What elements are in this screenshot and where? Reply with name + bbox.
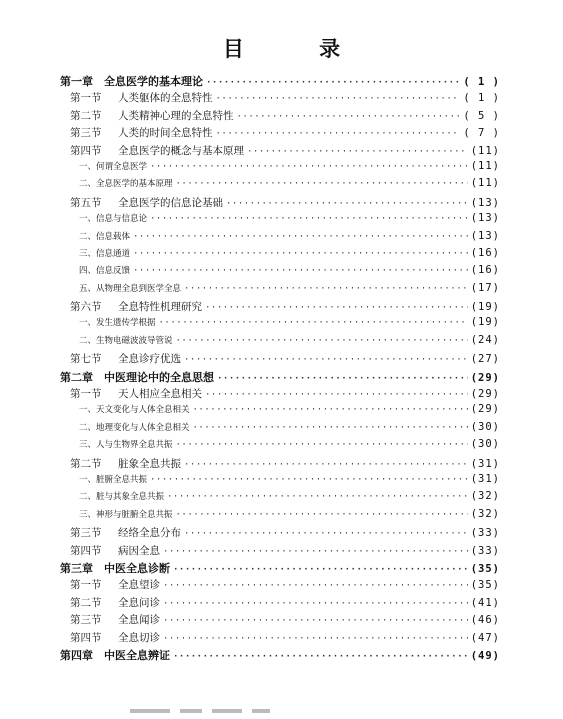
toc-entry-heading	[60, 490, 164, 502]
toc-entry-item[interactable]	[60, 247, 500, 264]
toc-entry-page: (11)	[470, 144, 500, 157]
toc-entry-section[interactable]	[60, 630, 500, 647]
toc-entry-title: 中医理论中的全息思想	[104, 370, 214, 384]
toc-entry-section[interactable]	[60, 612, 500, 629]
toc-entry-title: 病因全息	[118, 544, 160, 557]
toc-entry-number: 第四节	[70, 631, 102, 644]
toc-entry-section[interactable]	[60, 386, 500, 403]
toc-dot-leader	[205, 303, 468, 313]
toc-entry-number: 第二节	[70, 457, 102, 470]
toc-entry-section[interactable]	[60, 195, 500, 212]
toc-entry-section[interactable]	[60, 595, 500, 612]
toc-entry-heading	[60, 90, 213, 105]
toc-entry-title: 人类精神心理的全息特性	[118, 109, 234, 122]
toc-entry-heading	[60, 73, 203, 89]
toc-entry-item[interactable]	[60, 264, 500, 281]
toc-entry-heading	[60, 299, 202, 314]
toc-entry-title: 二、生物电磁波波导管说	[79, 335, 173, 346]
toc-entry-page: (27)	[470, 353, 500, 366]
toc-entry-title: 全息诊疗优选	[118, 353, 181, 366]
toc-entry-page: (13)	[470, 229, 500, 242]
toc-entry-heading	[60, 647, 170, 663]
toc-entry-number: 第一节	[70, 388, 102, 401]
toc-dot-leader	[205, 390, 468, 400]
toc-dot-leader	[176, 440, 468, 450]
toc-dot-leader	[150, 475, 468, 485]
toc-dot-leader	[159, 318, 468, 328]
toc-entry-page: (16)	[470, 246, 500, 259]
toc-entry-page: (29)	[470, 403, 500, 416]
toc-entry-heading	[60, 403, 190, 415]
toc-entry-title: 一、发生遗传学根据	[79, 318, 156, 329]
toc-entry-title: 人类的时间全息特性	[118, 127, 213, 140]
toc-entry-number: 第六节	[70, 301, 102, 314]
toc-entry-item[interactable]	[60, 473, 500, 490]
toc-entry-heading	[60, 230, 130, 242]
toc-dot-leader	[184, 460, 468, 470]
toc-entry-page: ( 5 )	[463, 109, 500, 122]
toc-entry-section[interactable]	[60, 90, 500, 107]
toc-entry-heading	[60, 438, 173, 450]
toc-entry-page: (35)	[470, 562, 500, 575]
toc-dot-leader	[184, 529, 468, 539]
toc-entry-title: 全息医学的基本理论	[104, 75, 203, 88]
toc-entry-item[interactable]	[60, 438, 500, 455]
toc-entry-item[interactable]	[60, 316, 500, 333]
toc-entry-page: ( 1 )	[463, 76, 500, 88]
toc-entry-page: (13)	[470, 196, 500, 209]
toc-entry-section[interactable]	[60, 108, 500, 125]
toc-dot-leader	[163, 616, 468, 626]
toc-entry-title: 二、全息医学的基本原理	[79, 179, 173, 190]
toc-entry-item[interactable]	[60, 403, 500, 420]
toc-entry-heading	[60, 386, 202, 401]
toc-dot-leader	[193, 423, 468, 433]
toc-entry-section[interactable]	[60, 143, 500, 160]
toc-dot-leader	[133, 249, 468, 259]
toc-dot-leader	[150, 162, 468, 172]
toc-entry-heading	[60, 143, 244, 158]
toc-entry-heading	[60, 264, 130, 276]
toc-entry-title: 中医全息诊断	[104, 561, 170, 575]
toc-entry-section[interactable]	[60, 577, 500, 594]
toc-entry-section[interactable]	[60, 125, 500, 142]
toc-entry-title: 二、脏与其象全息共振	[79, 492, 165, 503]
toc-entry-number: 第一章	[60, 75, 93, 88]
toc-entry-title: 中医全息辨证	[104, 648, 170, 662]
toc-entry-page: (31)	[470, 472, 500, 485]
toc-entry-title: 一、何谓全息医学	[79, 161, 148, 172]
toc-entry-heading	[60, 543, 160, 558]
toc-entry-heading	[60, 473, 147, 485]
toc-entry-page: (29)	[470, 388, 500, 401]
toc-dot-leader	[226, 199, 468, 209]
toc-entry-title: 脏象全息共振	[118, 457, 181, 470]
toc-entry-page: (19)	[470, 316, 500, 329]
toc-entry-number: 第一节	[70, 579, 102, 592]
toc-dot-leader	[163, 634, 468, 644]
toc-entry-heading	[60, 560, 170, 576]
toc-entry-item[interactable]	[60, 508, 500, 525]
toc-entry-number: 第三节	[70, 614, 102, 627]
toc-dot-leader	[163, 581, 468, 591]
toc-dot-leader	[163, 599, 468, 609]
toc-entry-heading	[60, 212, 147, 224]
toc-entry-page: (19)	[470, 301, 500, 314]
toc-entry-page: (33)	[470, 544, 500, 557]
toc-entry-heading	[60, 577, 160, 592]
toc-entry-page: (11)	[470, 177, 500, 190]
toc-entry-chapter[interactable]	[60, 560, 500, 577]
toc-entry-item[interactable]	[60, 490, 500, 507]
toc-entry-number: 第二节	[70, 109, 102, 122]
page-title: 目 录	[222, 37, 375, 61]
toc-dot-leader	[193, 405, 468, 415]
toc-dot-leader	[133, 232, 468, 242]
toc-entry-chapter[interactable]	[60, 73, 500, 90]
toc-entry-item[interactable]	[60, 212, 500, 229]
toc-entry-number: 第七节	[70, 353, 102, 366]
toc-entry-title: 一、天文变化与人体全息相关	[79, 405, 190, 416]
toc-entry-title: 全息问诊	[118, 596, 160, 609]
toc-dot-leader	[173, 565, 468, 575]
toc-dot-leader	[133, 266, 468, 276]
toc-entry-page: (49)	[470, 649, 500, 662]
toc-entry-page: (30)	[470, 420, 500, 433]
toc-entry-section[interactable]	[60, 525, 500, 542]
toc-entry-page: (41)	[470, 596, 500, 609]
toc-dot-leader	[217, 374, 468, 384]
toc-entry-item[interactable]	[60, 160, 500, 177]
toc-entry-heading	[60, 612, 160, 627]
toc-dot-leader	[150, 214, 468, 224]
toc-entry-title: 全息切诊	[118, 631, 160, 644]
toc-entry-title: 经络全息分布	[118, 527, 181, 540]
toc-entry-page: (46)	[470, 614, 500, 627]
toc-entry-item[interactable]	[60, 421, 500, 438]
toc-entry-page: (30)	[470, 438, 500, 451]
toc-entry-title: 一、信息与信息论	[79, 214, 148, 225]
toc-dot-leader	[176, 179, 468, 189]
toc-entry-number: 第三节	[70, 127, 102, 140]
toc-entry-chapter[interactable]	[60, 647, 500, 664]
toc-entry-page: (24)	[470, 333, 500, 346]
toc-entry-page: (17)	[470, 281, 500, 294]
table-of-contents	[60, 73, 500, 664]
toc-entry-title: 三、信息通道	[79, 248, 131, 259]
toc-entry-heading	[60, 195, 223, 210]
toc-dot-leader	[206, 78, 460, 88]
toc-dot-leader	[176, 336, 468, 346]
toc-entry-section[interactable]	[60, 456, 500, 473]
toc-entry-chapter[interactable]	[60, 369, 500, 386]
toc-entry-item[interactable]	[60, 334, 500, 351]
toc-entry-heading	[60, 595, 160, 610]
footer-smudge	[130, 700, 340, 706]
toc-entry-heading	[60, 369, 214, 385]
toc-entry-heading	[60, 282, 181, 294]
toc-entry-number: 第四节	[70, 544, 102, 557]
toc-entry-heading	[60, 630, 160, 645]
toc-entry-title: 五、从物理全息到医学全息	[79, 283, 182, 294]
toc-entry-section[interactable]	[60, 543, 500, 560]
toc-entry-heading	[60, 334, 173, 346]
toc-dot-leader	[163, 547, 468, 557]
toc-entry-heading	[60, 456, 181, 471]
toc-entry-title: 全息闻诊	[118, 614, 160, 627]
toc-entry-page: (29)	[470, 371, 500, 384]
toc-entry-heading	[60, 247, 130, 259]
toc-entry-title: 三、人与生物界全息共振	[79, 440, 173, 451]
toc-entry-number: 第四章	[60, 648, 93, 662]
toc-entry-number: 第三章	[60, 561, 93, 575]
toc-entry-section[interactable]	[60, 351, 500, 368]
toc-entry-title: 天人相应全息相关	[118, 388, 202, 401]
toc-entry-heading	[60, 508, 173, 520]
toc-entry-number: 第一节	[70, 92, 102, 105]
toc-entry-number: 第三节	[70, 527, 102, 540]
toc-dot-leader	[247, 147, 468, 157]
toc-entry-heading	[60, 525, 181, 540]
toc-entry-heading	[60, 421, 190, 433]
toc-entry-title: 三、神形与脏腑全息共振	[79, 509, 173, 520]
toc-entry-title: 四、信息反馈	[79, 266, 131, 277]
toc-entry-page: (13)	[470, 212, 500, 225]
toc-entry-page: (35)	[470, 579, 500, 592]
toc-entry-item[interactable]	[60, 282, 500, 299]
toc-entry-heading	[60, 351, 181, 366]
toc-entry-heading	[60, 108, 234, 123]
toc-dot-leader	[184, 355, 468, 365]
toc-entry-number: 第二节	[70, 596, 102, 609]
toc-entry-title: 全息特性机理研究	[118, 301, 202, 314]
toc-entry-title: 人类躯体的全息特性	[118, 92, 213, 105]
toc-entry-page: (31)	[470, 457, 500, 470]
toc-dot-leader	[216, 129, 461, 139]
toc-entry-heading	[60, 177, 173, 189]
toc-entry-title: 全息望诊	[118, 579, 160, 592]
toc-entry-number: 第五节	[70, 196, 102, 209]
toc-entry-page: (32)	[470, 490, 500, 503]
toc-entry-section[interactable]	[60, 299, 500, 316]
toc-entry-item[interactable]	[60, 177, 500, 194]
toc-entry-title: 全息医学的信息论基础	[118, 196, 223, 209]
toc-entry-title: 全息医学的概念与基本原理	[118, 144, 244, 157]
toc-entry-page: (33)	[470, 527, 500, 540]
toc-entry-page: (11)	[470, 159, 500, 172]
toc-entry-title: 一、脏腑全息共振	[79, 474, 148, 485]
toc-entry-title: 二、地理变化与人体全息相关	[79, 422, 190, 433]
toc-dot-leader	[173, 652, 468, 662]
toc-dot-leader	[167, 492, 468, 502]
toc-dot-leader	[176, 510, 468, 520]
toc-entry-item[interactable]	[60, 230, 500, 247]
toc-entry-heading	[60, 125, 213, 140]
toc-entry-heading	[60, 160, 147, 172]
toc-entry-page: (32)	[470, 507, 500, 520]
toc-entry-page: ( 1 )	[463, 92, 500, 105]
toc-entry-page: (47)	[470, 631, 500, 644]
toc-entry-number: 第四节	[70, 144, 102, 157]
toc-entry-page: (16)	[470, 264, 500, 277]
toc-dot-leader	[237, 112, 461, 122]
toc-entry-title: 二、信息载体	[79, 231, 131, 242]
toc-entry-page: ( 7 )	[463, 127, 500, 140]
toc-dot-leader	[216, 94, 461, 104]
toc-dot-leader	[184, 284, 468, 294]
toc-entry-number: 第二章	[60, 370, 93, 384]
toc-entry-heading	[60, 316, 156, 328]
